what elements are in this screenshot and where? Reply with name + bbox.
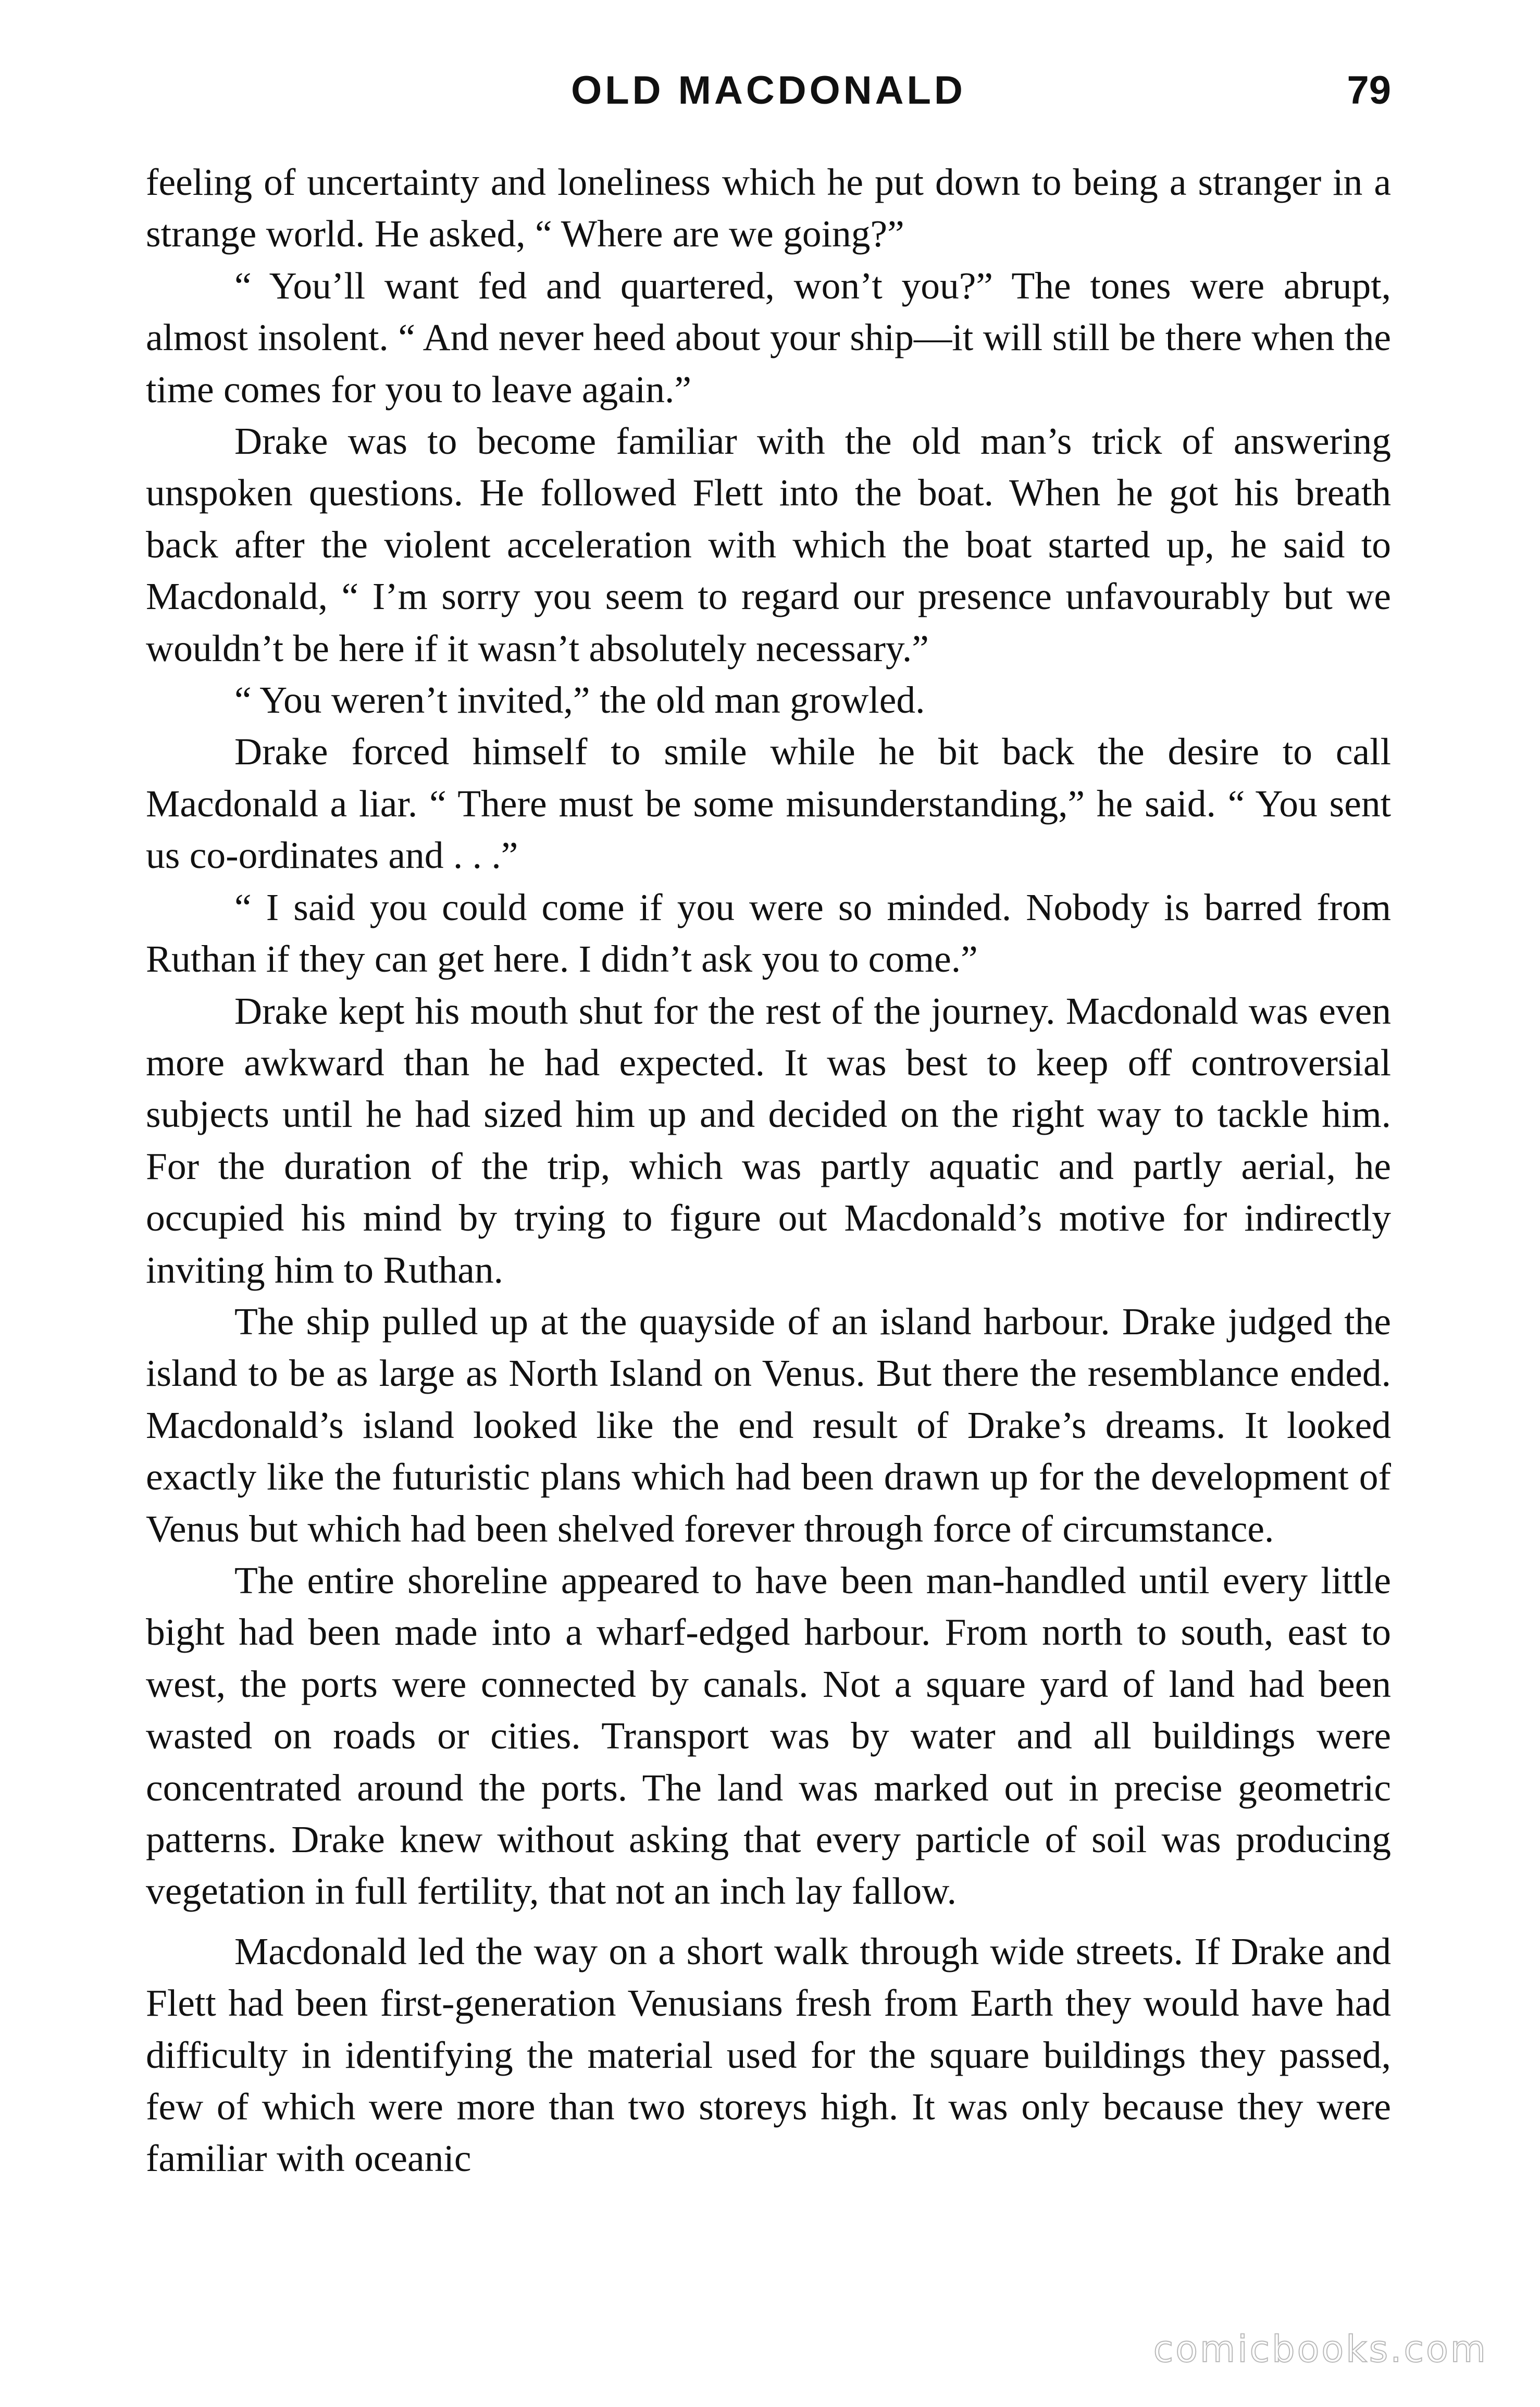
paragraph-8: The ship pulled up at the quayside of an island harbour. Drake judged the island to be as large as North Island on Venus. But there the resemblance ended. Macdonald’s island looked like the end result of Drake’s dreams. It looked exactly like the futuristic plans which had been drawn up for the development of Venus but which had been shelved forever through force of circumstance.: [146, 1300, 1391, 1550]
paragraph-2: “ You’ll want fed and quartered, won’t you?” The tones were abrupt, almost insolent. “ And never heed about your ship—it will still be there when the time comes for you to leave again.”: [146, 264, 1391, 411]
paragraph-3: Drake was to become familiar with the old man’s trick of answering unspoken questions. He followed Flett into the boat. When he got his breath back after the violent acceleration with which the boat started up, he said to Macdonald, “ I’m sorry you seem to regard our presence unfavourably but we wouldn’t be here if it wasn’t absolutely necessary.”: [146, 420, 1391, 669]
running-head: [146, 68, 1391, 125]
paragraph-5: Drake forced himself to smile while he bit back the desire to call Macdonald a liar. “ There must be some misunderstanding,” he said. “ You sent us co-ordinates and . . .”: [146, 730, 1391, 877]
paragraph-1: feeling of uncertainty and loneliness which he put down to being a stranger in a strange world. He asked, “ Where are we going?”: [146, 161, 1391, 255]
paragraph-10: Macdonald led the way on a short walk through wide streets. If Drake and Flett had been first-generation Venusians fresh from Earth they would have had difficulty in identifying the material used for the square buildings they passed, few of which were more than two storeys high. It was only because they were familiar with oceanic: [146, 1930, 1391, 2180]
page-number: 79: [1347, 68, 1391, 113]
paragraph-9: The entire shoreline appeared to have been man-handled until every little bight had been made into a wharf-edged harbour. From north to south, east to west, the ports were connected by canals. Not a square yard of land had been wasted on roads or cities. Transport was by water and all buildings were concentrated around the ports. The land was marked out in precise geometric patterns. Drake knew without asking that every particle of soil was producing vegetation in full fertility, that not an inch lay fallow.: [146, 1559, 1391, 1913]
paragraph-6: “ I said you could come if you were so minded. Nobody is barred from Ruthan if they can get here. I didn’t ask you to come.”: [146, 886, 1391, 981]
paragraph-4: “ You weren’t invited,” the old man growled.: [234, 679, 925, 722]
body-text: [146, 156, 1391, 2185]
running-title: OLD MACDONALD: [571, 68, 966, 113]
watermark: comicbooks.com: [1153, 2328, 1488, 2371]
paragraph-7: Drake kept his mouth shut for the rest of the journey. Macdonald was even more awkward than he had expected. It was best to keep off controversial subjects until he had sized him up and decided on the right way to tackle him. For the duration of the trip, which was partly aquatic and partly aerial, he occupied his mind by trying to figure out Macdonald’s motive for indirectly inviting him to Ruthan.: [146, 989, 1391, 1291]
